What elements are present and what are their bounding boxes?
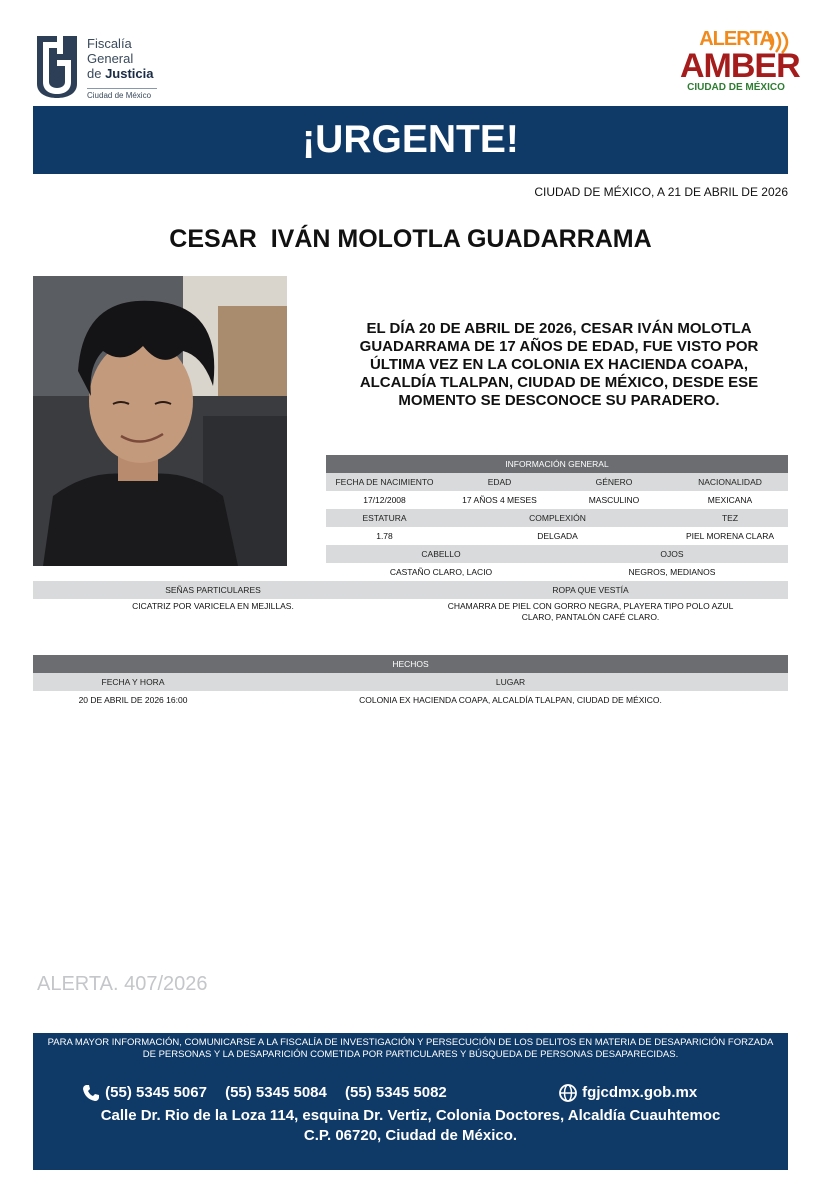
fgj-emblem-icon	[33, 32, 81, 98]
label-birthdate: FECHA DE NACIMIENTO	[326, 473, 443, 491]
phone-list	[81, 1083, 461, 1103]
value-build: DELGADA	[443, 527, 672, 545]
address	[33, 1106, 788, 1146]
globe-icon	[558, 1083, 578, 1103]
phone-2[interactable]: (55) 5345 5084	[225, 1083, 327, 1101]
fgj-logo-line3-bold: Justicia	[105, 66, 154, 81]
fgj-logo-city: Ciudad de México	[87, 88, 157, 100]
label-hair: CABELLO	[326, 545, 556, 563]
footer-info: PARA MAYOR INFORMACIÓN, COMUNICARSE A LA FISCALÍA DE INVESTIGACIÓN Y PERSECUCIÓN DE LOS DELITOS EN MATERIA DE DESAPARICIÓN FORZADA DE PERSONAS Y LA DESAPARICIÓN COMETIDA POR PARTICULARES Y BÚSQUEDA DE PERSONAS DESAPARECIDAS.	[47, 1037, 774, 1060]
value-nationality: MEXICANA	[672, 491, 788, 509]
person-photo	[33, 276, 287, 566]
label-build: COMPLEXIÓN	[443, 509, 672, 527]
value-datetime: 20 DE ABRIL DE 2026 16:00	[33, 691, 233, 709]
website-link[interactable]: fgjcdmx.gob.mx	[582, 1083, 698, 1101]
features-table	[33, 581, 788, 623]
label-datetime: FECHA Y HORA	[33, 673, 233, 691]
label-skin: TEZ	[672, 509, 788, 527]
urgent-banner: ¡URGENTE!	[33, 106, 788, 174]
phone-icon	[81, 1083, 101, 1103]
events-title: HECHOS	[33, 655, 788, 673]
label-clothing: ROPA QUE VESTÍA	[393, 581, 788, 599]
value-eyes: NEGROS, MEDIANOS	[556, 563, 788, 581]
label-place: LUGAR	[233, 673, 788, 691]
value-place: COLONIA EX HACIENDA COAPA, ALCALDÍA TLALPAN, CIUDAD DE MÉXICO.	[233, 691, 788, 709]
fgj-logo	[33, 30, 173, 102]
label-height: ESTATURA	[326, 509, 443, 527]
value-height: 1.78	[326, 527, 443, 545]
case-description: EL DÍA 20 DE ABRIL DE 2026, CESAR IVÁN MOLOTLA GUADARRAMA DE 17 AÑOS DE EDAD, FUE VISTO POR ÚLTIMA VEZ EN LA COLONIA EX HACIENDA COAPA, ALCALDÍA TLALPAN, CIUDAD DE MÉXICO, DESDE ESE MOMENTO SE DESCONOCE SU PARADERO.	[359, 320, 759, 409]
label-nationality: NACIONALIDAD	[672, 473, 788, 491]
fgj-logo-line2: General	[87, 51, 134, 66]
label-marks: SEÑAS PARTICULARES	[33, 581, 393, 599]
value-clothing: CHAMARRA DE PIEL CON GORRO NEGRA, PLAYERA TIPO POLO AZUL CLARO, PANTALÓN CAFÉ CLARO.	[393, 599, 788, 623]
value-age: 17 AÑOS 4 MESES	[443, 491, 556, 509]
address-line2: C.P. 06720, Ciudad de México.	[303, 1127, 518, 1144]
fgj-logo-line3-pre: de	[87, 66, 106, 81]
value-hair: CASTAÑO CLARO, LACIO	[326, 563, 556, 581]
address-line1: Calle Dr. Rio de la Loza 114, esquina Dr. Vertiz, Colonia Doctores, Alcaldía Cuauhtemoc	[100, 1107, 721, 1124]
signal-waves-icon	[766, 32, 792, 54]
value-marks: CICATRIZ POR VARICELA EN MEJILLAS.	[33, 599, 393, 623]
person-name: CESAR IVÁN MOLOTLA GUADARRAMA	[169, 225, 652, 253]
general-info-title: INFORMACIÓN GENERAL	[326, 455, 788, 473]
label-gender: GÉNERO	[556, 473, 672, 491]
amber-logo-line1: ALERTA	[699, 28, 773, 50]
amber-logo-line3: CIUDAD DE MÉXICO	[687, 82, 785, 93]
general-info-table	[326, 455, 788, 581]
value-skin: PIEL MORENA CLARA	[672, 527, 788, 545]
fgj-logo-line1: Fiscalía	[87, 36, 132, 51]
phone-3[interactable]: (55) 5345 5082	[345, 1083, 447, 1101]
alerta-amber-logo	[680, 28, 800, 102]
phone-1[interactable]: (55) 5345 5067	[105, 1083, 207, 1101]
events-table	[33, 655, 788, 709]
value-birthdate: 17/12/2008	[326, 491, 443, 509]
alert-number: ALERTA. 407/2026	[37, 973, 208, 995]
footer	[33, 1033, 788, 1170]
photo-illustration	[33, 276, 287, 566]
value-gender: MASCULINO	[556, 491, 672, 509]
label-eyes: OJOS	[556, 545, 788, 563]
label-age: EDAD	[443, 473, 556, 491]
amber-logo-line2: AMBER	[680, 47, 800, 85]
date-line: CIUDAD DE MÉXICO, A 21 DE ABRIL DE 2026	[534, 185, 788, 199]
